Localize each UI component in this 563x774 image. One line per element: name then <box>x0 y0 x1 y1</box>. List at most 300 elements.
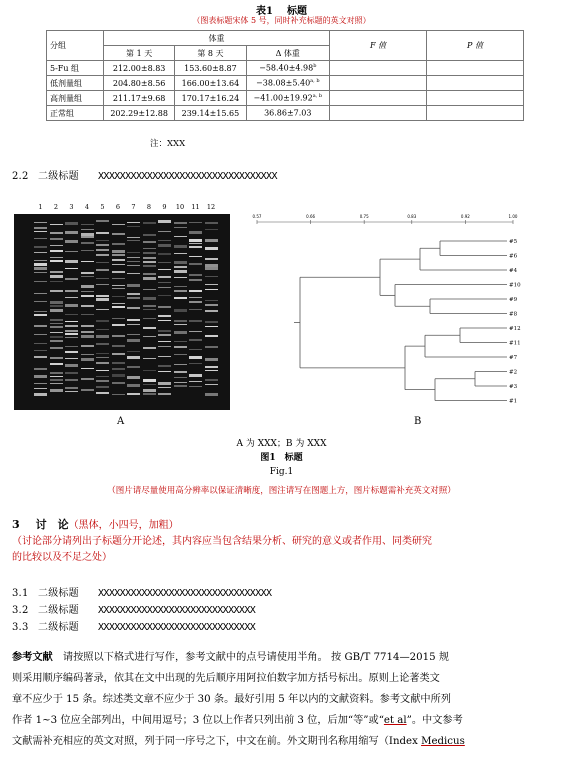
cell-day1: 212.00±8.83 <box>104 61 175 76</box>
gel-band <box>65 278 78 280</box>
gel-band <box>50 305 63 307</box>
dendrogram-leaf: #5 <box>509 239 518 245</box>
gel-lane <box>81 214 94 410</box>
gel-lane <box>34 214 47 410</box>
gel-band <box>174 236 187 238</box>
references-medicus: Medicus <box>421 736 465 747</box>
gel-band <box>174 245 187 248</box>
scale-tick-label: 0.66 <box>306 214 316 219</box>
gel-band <box>205 379 218 381</box>
cell-group: 5-Fu 组 <box>47 61 104 76</box>
gel-band <box>143 318 156 320</box>
gel-band <box>112 368 125 370</box>
gel-band <box>65 346 78 348</box>
gel-lane <box>50 214 63 410</box>
gel-band <box>112 259 125 261</box>
gel-band <box>96 343 109 345</box>
gel-band <box>112 335 125 337</box>
gel-band <box>174 266 187 268</box>
gel-band <box>112 278 125 280</box>
gel-band <box>143 234 156 236</box>
gel-band <box>50 290 63 292</box>
gel-lane-number: 12 <box>206 203 216 211</box>
gel-band <box>81 354 94 356</box>
cell-day8: 239.14±15.65 <box>175 106 246 121</box>
gel-band <box>189 309 202 311</box>
gel-band <box>81 305 94 307</box>
dendrogram-leaf: #7 <box>509 355 518 361</box>
section-placeholder-text: XXXXXXXXXXXXXXXXXXXXXXXXXXXXX <box>98 605 256 616</box>
gel-band <box>174 309 187 312</box>
cell-p <box>427 76 524 91</box>
gel-band <box>127 265 140 267</box>
table-row <box>47 61 524 76</box>
gel-band <box>65 268 78 270</box>
section-placeholder-text: XXXXXXXXXXXXXXXXXXXXXXXXXXXXXXXXX <box>98 171 277 182</box>
gel-band <box>158 253 171 255</box>
gel-band <box>143 222 156 224</box>
gel-band <box>34 238 47 240</box>
gel-lane <box>158 214 171 410</box>
gel-band <box>65 231 78 234</box>
table-row <box>47 106 524 121</box>
gel-lane-number: 6 <box>115 203 121 211</box>
gel-band <box>34 368 47 370</box>
gel-band <box>127 252 140 254</box>
gel-band <box>158 382 171 385</box>
gel-band <box>34 325 47 327</box>
gel-band <box>127 384 140 387</box>
gel-band <box>50 336 63 338</box>
cell-group: 高剂量组 <box>47 91 104 106</box>
gel-band <box>174 341 187 343</box>
gel-band <box>158 269 171 271</box>
gel-band <box>96 357 109 359</box>
gel-band <box>189 274 202 276</box>
gel-band <box>205 239 218 242</box>
references-paragraph <box>12 647 550 752</box>
gel-band <box>65 372 78 374</box>
gel-band <box>189 339 202 341</box>
gel-band <box>96 220 109 222</box>
cell-delta <box>246 61 329 76</box>
gel-band <box>50 379 63 381</box>
gel-band <box>158 220 171 223</box>
gel-band <box>96 329 109 331</box>
cell-p <box>427 61 524 76</box>
gel-band <box>81 389 94 391</box>
gel-band <box>174 385 187 387</box>
references-line <box>12 647 550 668</box>
gel-band <box>34 375 47 378</box>
gel-band <box>96 232 109 234</box>
references-text: ”。中文参考 <box>406 715 463 726</box>
gel-band <box>127 273 140 275</box>
gel-band <box>96 386 109 388</box>
gel-lane-number: 9 <box>162 203 167 211</box>
section-number: 3 <box>12 518 20 531</box>
gel-lane-number: 4 <box>84 203 90 211</box>
gel-band <box>50 326 63 328</box>
gel-band <box>143 257 156 259</box>
gel-band <box>205 393 218 396</box>
references-text: 作者 1~3 位应全部列出，中间用逗号；3 位以上作者只列出前 3 位，后加“等”或“ <box>12 715 384 726</box>
gel-band <box>205 300 218 302</box>
gel-band <box>127 297 140 299</box>
dendrogram-leaf-labels <box>509 239 521 405</box>
gel-band <box>50 319 63 321</box>
gel-lane <box>112 214 125 410</box>
gel-band <box>174 382 187 384</box>
cell-delta-value: −58.40±4.98 <box>259 63 314 73</box>
gel-band <box>189 231 202 234</box>
table-header-row <box>47 31 524 46</box>
gel-band <box>34 388 47 390</box>
gel-band <box>50 383 63 385</box>
gel-band <box>65 379 78 381</box>
section-3-1-heading <box>12 584 271 599</box>
gel-band <box>34 350 47 352</box>
gel-band <box>65 337 78 339</box>
gel-band <box>158 334 171 336</box>
gel-band <box>50 347 63 349</box>
gel-band <box>158 330 171 332</box>
gel-band <box>127 356 140 359</box>
gel-band <box>127 339 140 342</box>
gel-band <box>189 263 202 265</box>
gel-band <box>65 321 78 323</box>
gel-band <box>96 249 109 251</box>
gel-band <box>127 226 140 228</box>
gel-band <box>143 379 156 382</box>
dendrogram-leaf: #10 <box>509 282 521 289</box>
gel-band <box>205 258 218 260</box>
section-3-desc-line2: 的比较以及不足之处） <box>12 552 112 563</box>
gel-band <box>127 334 140 336</box>
gel-band <box>34 263 47 266</box>
gel-band <box>81 250 94 252</box>
references-heading: 参考文献 <box>12 651 53 663</box>
gel-band <box>143 389 156 392</box>
gel-band <box>205 326 218 328</box>
gel-band <box>50 260 63 262</box>
dendrogram-leaf: #4 <box>509 268 518 274</box>
gel-band <box>50 309 63 312</box>
cell-f <box>330 76 427 91</box>
section-title: 二级标题 <box>38 622 79 633</box>
gel-band <box>50 332 63 334</box>
gel-band <box>96 353 109 355</box>
gel-band <box>50 232 63 234</box>
gel-band <box>96 362 109 364</box>
gel-band <box>143 393 156 395</box>
section-number: 3.2 <box>12 605 29 616</box>
data-table <box>46 30 524 121</box>
gel-band <box>127 366 140 368</box>
gel-band <box>143 327 156 329</box>
references-line: 章不应少于 15 条。综述类文章不应少于 30 条。最好引用 5 年以内的文献资料。参考文献中所列 <box>12 694 451 705</box>
figure-caption-cn: 图1 标题 <box>260 453 303 463</box>
gel-band <box>65 304 78 307</box>
gel-band <box>65 325 78 327</box>
gel-band <box>34 281 47 283</box>
gel-band <box>174 253 187 255</box>
gel-band <box>158 341 171 343</box>
gel-lane <box>174 214 187 410</box>
gel-band <box>34 272 47 274</box>
cell-p <box>427 91 524 106</box>
gel-band <box>50 271 63 273</box>
cell-day8: 170.17±16.24 <box>175 91 246 106</box>
gel-band <box>34 231 47 233</box>
cell-p <box>427 106 524 121</box>
gel-lane-number: 8 <box>146 203 152 211</box>
gel-band <box>81 236 94 238</box>
dendrogram-scale <box>253 214 518 224</box>
gel-band <box>158 346 171 348</box>
section-title: 二级标题 <box>38 171 79 182</box>
gel-band <box>143 277 156 280</box>
gel-band <box>205 370 218 372</box>
gel-band <box>205 284 218 286</box>
gel-band <box>50 281 63 283</box>
cell-delta-value: −38.08±5.40 <box>256 78 311 88</box>
gel-band <box>143 347 156 349</box>
gel-band <box>34 260 47 262</box>
references-etal: et al <box>383 715 407 726</box>
gel-band <box>96 380 109 382</box>
gel-band <box>65 387 78 389</box>
gel-band <box>143 336 156 338</box>
gel-band <box>143 261 156 263</box>
scale-tick-label: 0.83 <box>407 214 417 219</box>
gel-band <box>81 335 94 338</box>
gel-band <box>96 254 109 256</box>
gel-band <box>50 340 63 342</box>
gel-band <box>34 314 47 316</box>
gel-band <box>205 304 218 306</box>
table-title-text: 标题 <box>286 6 307 17</box>
gel-band <box>65 290 78 292</box>
gel-band <box>189 356 202 359</box>
gel-band <box>158 295 171 297</box>
gel-lane-number: 10 <box>175 203 185 211</box>
gel-band <box>112 243 125 245</box>
gel-band <box>174 261 187 264</box>
gel-band <box>50 389 63 392</box>
gel-band <box>65 260 78 263</box>
cell-delta-sup: a, b <box>312 93 323 100</box>
references-line <box>12 710 550 731</box>
gel-band <box>112 285 125 287</box>
gel-band <box>81 285 94 288</box>
gel-band <box>65 358 78 360</box>
section-3-3-heading <box>12 618 255 633</box>
gel-band <box>158 356 171 358</box>
gel-band <box>81 378 94 380</box>
gel-band <box>81 358 94 361</box>
gel-band <box>96 298 109 301</box>
references-text: 文献需补充相应的英文对照，列于同一序号之下，中文在前。外文期刊名称用缩写（Index <box>12 736 422 747</box>
gel-band <box>96 309 109 311</box>
gel-band <box>189 320 202 322</box>
section-number: 3.1 <box>12 588 29 599</box>
gel-band <box>143 289 156 291</box>
gel-band <box>50 245 63 247</box>
gel-band <box>127 237 140 239</box>
gel-band <box>174 277 187 279</box>
gel-band <box>189 222 202 224</box>
section-3-heading <box>12 516 179 532</box>
gel-band <box>81 345 94 347</box>
gel-band <box>34 252 47 254</box>
gel-band <box>50 238 63 240</box>
gel-band <box>158 240 171 242</box>
gel-band <box>143 248 156 250</box>
gel-band <box>65 251 78 253</box>
gel-band <box>81 224 94 226</box>
header-group: 分组 <box>47 31 104 61</box>
gel-band <box>189 243 202 245</box>
gel-band <box>189 331 202 333</box>
section-number: 2.2 <box>12 171 29 182</box>
gel-band <box>158 231 171 233</box>
gel-band <box>189 386 202 388</box>
gel-band <box>127 376 140 379</box>
gel-band <box>174 320 187 322</box>
gel-band <box>81 261 94 263</box>
dendrogram-leaf: #3 <box>509 384 518 390</box>
gel-band <box>50 372 63 374</box>
cell-f <box>330 91 427 106</box>
gel-band <box>174 364 187 366</box>
gel-band <box>205 346 218 348</box>
gel-band <box>189 363 202 365</box>
gel-band <box>158 276 171 278</box>
gel-band <box>112 233 125 235</box>
gel-band <box>81 295 94 297</box>
gel-band <box>65 333 78 335</box>
figure-description: A 为 XXX；B 为 XXX <box>236 439 327 449</box>
gel-band <box>158 320 171 322</box>
header-day8: 第 8 天 <box>175 46 246 61</box>
gel-band <box>174 371 187 373</box>
gel-band <box>127 284 140 287</box>
cell-f <box>330 61 427 76</box>
gel-band <box>96 392 109 394</box>
gel-band <box>143 273 156 275</box>
gel-band <box>205 276 218 278</box>
gel-band <box>158 262 171 264</box>
gel-band <box>205 358 218 361</box>
gel-band <box>50 357 63 359</box>
gel-band <box>96 295 109 297</box>
gel-band <box>34 393 47 396</box>
gel-band <box>205 321 218 323</box>
cell-delta-value: −41.00±19.92 <box>253 93 313 103</box>
gel-band <box>205 267 218 270</box>
gel-band <box>143 384 156 386</box>
gel-band <box>50 224 63 226</box>
gel-band <box>34 383 47 385</box>
gel-lane <box>205 214 218 410</box>
gel-band <box>81 368 94 370</box>
gel-band <box>127 261 140 263</box>
gel-lane <box>189 214 202 410</box>
gel-band <box>143 265 156 267</box>
gel-band <box>174 354 187 356</box>
table-number: 表1 <box>256 6 273 17</box>
header-f: F 值 <box>330 31 427 61</box>
gel-band <box>34 293 47 295</box>
gel-band <box>34 222 47 224</box>
gel-band <box>65 240 78 243</box>
gel-band <box>205 384 218 386</box>
dendrogram-leaf: #11 <box>509 340 521 347</box>
gel-band <box>96 278 109 280</box>
gel-lane-number: 1 <box>38 203 43 211</box>
gel-lane <box>143 214 156 410</box>
dendrogram-leaf: #12 <box>509 326 521 332</box>
gel-band <box>174 222 187 224</box>
gel-band <box>81 314 94 316</box>
cell-delta <box>246 76 329 91</box>
cell-delta-sup: a, b <box>310 78 320 85</box>
gel-band <box>112 296 125 298</box>
dendrogram-branches <box>294 241 507 401</box>
gel-lane-number: 11 <box>191 203 200 211</box>
gel-band <box>205 335 218 337</box>
table-row <box>47 76 524 91</box>
gel-band <box>50 376 63 378</box>
gel-band <box>189 349 202 351</box>
gel-band <box>65 297 78 299</box>
gel-band <box>112 250 125 253</box>
dendrogram <box>245 213 525 423</box>
cell-group: 正常组 <box>47 106 104 121</box>
references-text: 请按照以下格式进行写作，参考文献中的点号请使用半角。 按 GB/T 7714—2015 规 <box>52 652 450 663</box>
gel-band <box>127 293 140 295</box>
gel-band <box>34 311 47 313</box>
gel-band <box>112 382 125 384</box>
dendrogram-leaf: #2 <box>509 369 518 376</box>
gel-band <box>174 331 187 334</box>
gel-band <box>81 272 94 274</box>
gel-band <box>65 364 78 367</box>
gel-band <box>158 287 171 289</box>
gel-band <box>205 366 218 368</box>
gel-band <box>65 391 78 393</box>
dendrogram-leaf: #6 <box>509 253 518 260</box>
section-placeholder-text: XXXXXXXXXXXXXXXXXXXXXXXXXXXXX <box>98 622 256 633</box>
gel-band <box>174 286 187 288</box>
section-title: 二级标题 <box>38 588 79 599</box>
scale-tick-label: 0.75 <box>359 214 369 219</box>
gel-band <box>189 297 202 299</box>
gel-band <box>34 246 47 248</box>
gel-band <box>34 227 47 229</box>
dendrogram-leaf: #9 <box>509 297 518 303</box>
gel-band <box>96 284 109 286</box>
gel-band <box>112 394 125 396</box>
gel-band <box>189 246 202 248</box>
gel-band <box>158 371 171 373</box>
cell-f <box>330 106 427 121</box>
section-title: 二级标题 <box>38 605 79 616</box>
gel-band <box>34 267 47 270</box>
gel-band <box>127 240 140 242</box>
gel-band <box>189 290 202 292</box>
